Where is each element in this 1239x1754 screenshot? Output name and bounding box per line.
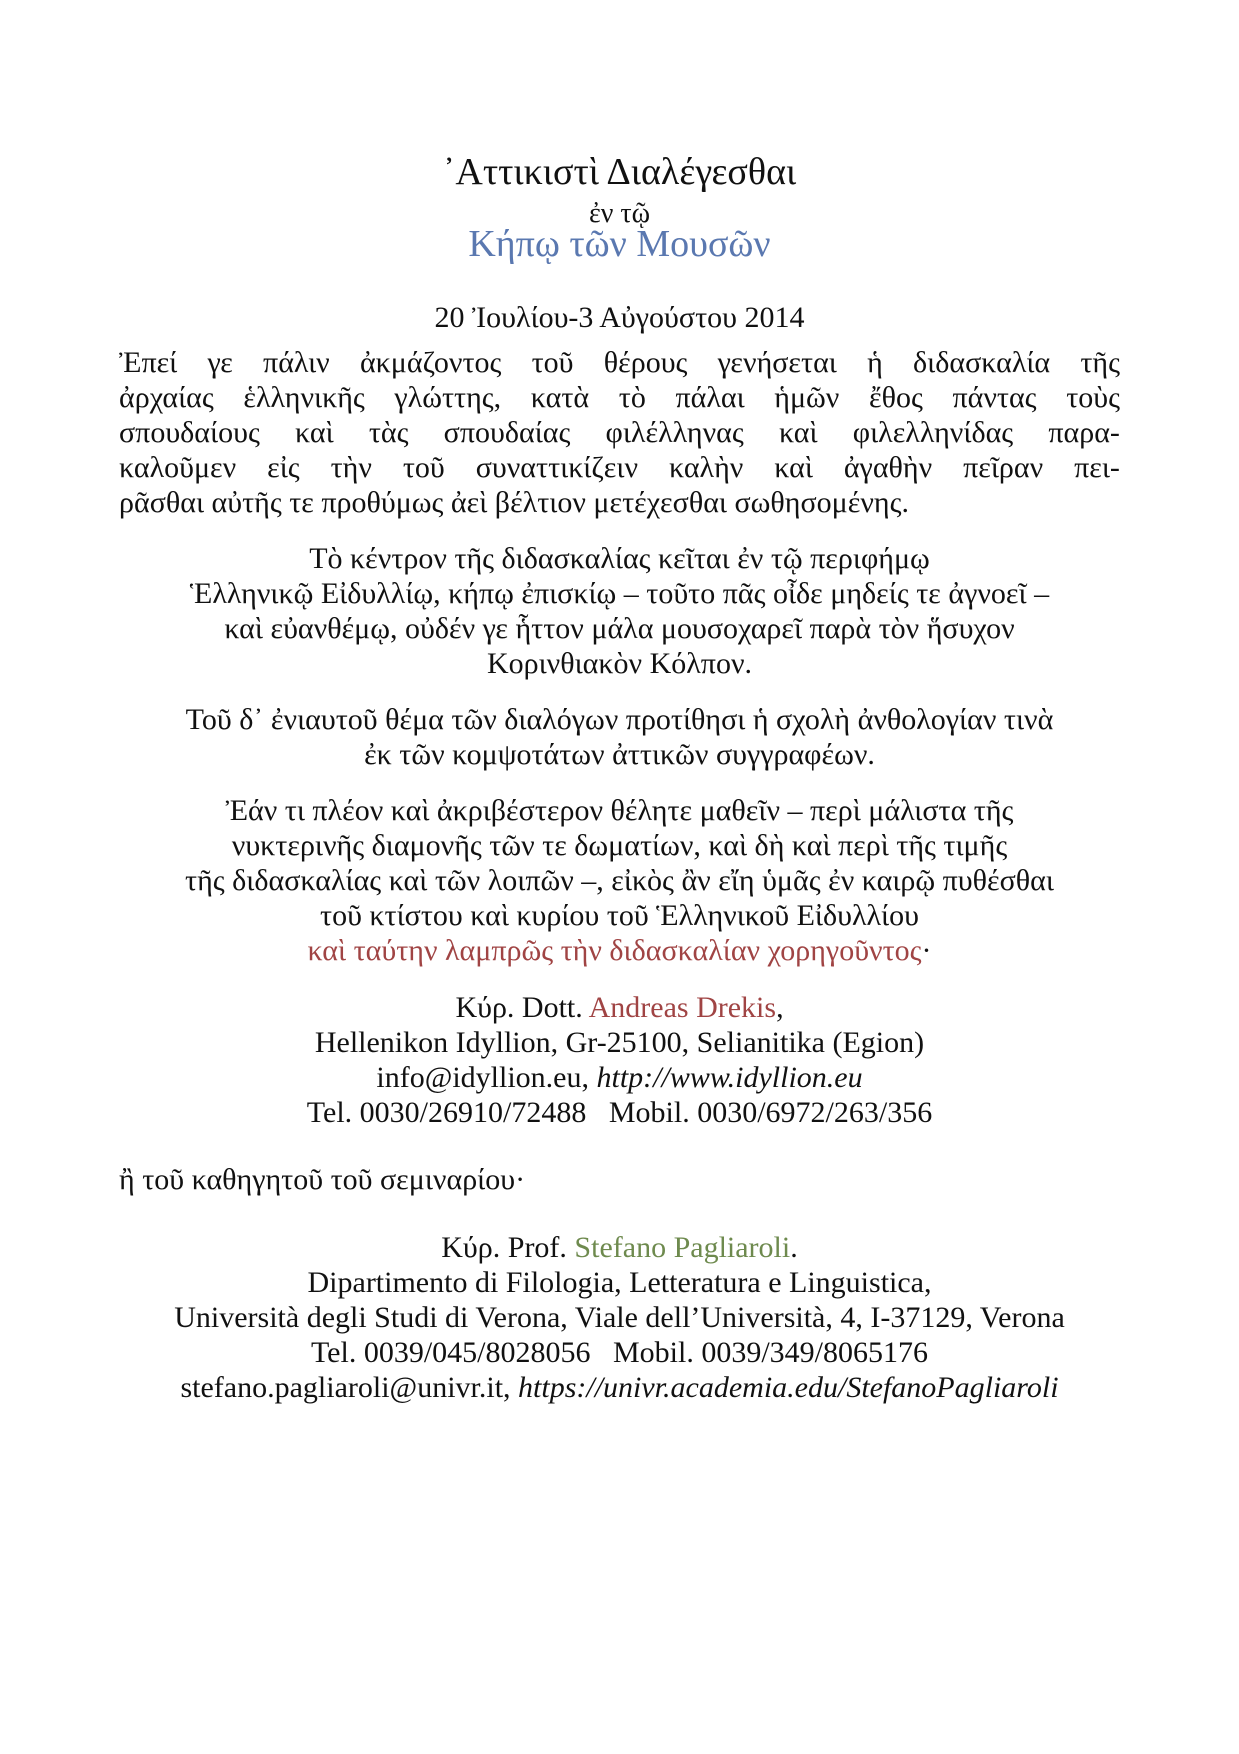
info-line: τῆς διδασκαλίας καὶ τῶν λοιπῶν –, εἰκὸς ἂν εἴη ὑμᾶς ἐν καιρῷ πυθέσθαι (185, 864, 1054, 897)
intro-word: καλοῦμεν (119, 451, 237, 484)
prof-phones: Tel. 0039/045/8028056 Mobil. 0039/349/8065176 (310, 1336, 929, 1369)
venue-name: Κήπῳ τῶν Μουσῶν (468, 223, 771, 265)
intro-word: καὶ (295, 416, 334, 449)
intro-word: γενήσεται (717, 346, 837, 379)
prof-name-line (0, 1230, 1239, 1266)
intro-word: εἰς (267, 451, 300, 484)
prof-web-line (0, 1370, 1239, 1406)
location-line: Κορινθιακὸν Κόλπον. (486, 647, 753, 680)
location-line: καὶ εὐανθέμῳ, οὐδέν γε ἧττον μάλα μουσοχαρεῖ παρὰ τὸν ἥσυχον (224, 612, 1015, 645)
intro-word: τοῦ (531, 346, 574, 379)
prof-department: Dipartimento di Filologia, Letteratura e Linguistica, (307, 1266, 932, 1299)
intro-word: συναττικίζειν (475, 451, 639, 484)
intro-word: ἔθος (869, 381, 923, 414)
host-website-link[interactable]: http://www.idyllion.eu (596, 1061, 863, 1094)
host-name: Andreas Drekis (588, 991, 777, 1024)
location-line: Ἑλληνικῷ Εἰδυλλίῳ, κήπῳ ἐπισκίῳ – τοῦτο πᾶς οἶδε μηδείς τε ἀγνοεῖ – (189, 577, 1050, 610)
intro-word: τοῦ (402, 451, 445, 484)
host-email[interactable]: info@idyllion.eu, (376, 1061, 597, 1094)
intro-line (119, 450, 1120, 486)
intro-word: τοὺς (1066, 381, 1120, 414)
intro-word: ἑλληνικῆς (243, 381, 365, 414)
sponsor-end: · (921, 934, 932, 967)
intro-word: ἀγαθὴν (843, 451, 933, 484)
intro-word: τὰς (368, 416, 409, 449)
theme-line: Τοῦ δ᾽ ἐνιαυτοῦ θέμα τῶν διαλόγων προτίθησι ἡ σχολὴ ἀνθολογίαν τινὰ (185, 703, 1054, 736)
theme-line: ἐκ τῶν κομψοτάτων ἀττικῶν συγγραφέων. (364, 738, 875, 771)
intro-word: πάλιν (263, 346, 330, 379)
intro-word: ρᾶσθαι αὐτῆς τε προθύμως ἀεὶ βέλτιον μετέχεσθαι σωθησομένης. (119, 486, 909, 519)
alternative-contact-line: ἢ τοῦ καθηγητοῦ τοῦ σεμιναρίου· (119, 1163, 526, 1196)
intro-line (119, 415, 1120, 451)
prof-email[interactable]: stefano.pagliaroli@univr.it, (180, 1371, 519, 1404)
event-dates: 20 Ἰουλίου-3 Αὐγούστου 2014 (434, 301, 805, 334)
intro-word: παρα- (1048, 416, 1120, 449)
prof-suffix: . (790, 1231, 798, 1264)
intro-word: πει- (1074, 451, 1120, 484)
intro-word: φιλέλληνας (605, 416, 744, 449)
prof-name: Stefano Pagliaroli (574, 1231, 791, 1264)
intro-word: πεῖραν (963, 451, 1044, 484)
intro-word: γε (207, 346, 233, 379)
intro-word: τὴν (330, 451, 372, 484)
intro-word: καὶ (774, 451, 813, 484)
sponsor-line (0, 933, 1239, 969)
prof-prefix: Κύρ. Prof. (441, 1231, 575, 1264)
prof-address: Università degli Studi di Verona, Viale dell’Università, 4, I-37129, Verona (174, 1301, 1065, 1334)
host-prefix: Κύρ. Dott. (455, 991, 589, 1024)
intro-line (119, 485, 909, 521)
location-line: Τὸ κέντρον τῆς διδασκαλίας κεῖται ἐν τῷ περιφήμῳ (309, 542, 930, 575)
intro-word: ἡ (867, 346, 883, 379)
intro-word: κατὰ (530, 381, 590, 414)
intro-word: τὸ (618, 381, 646, 414)
intro-word: ἀρχαίας (119, 381, 214, 414)
host-name-line (0, 990, 1239, 1026)
prof-website-link[interactable]: https://univr.academia.edu/StefanoPagliaroli (518, 1371, 1059, 1404)
sponsor-highlight: καὶ ταύτην λαμπρῶς τὴν διδασκαλίαν χορηγοῦντος (307, 934, 922, 967)
intro-word: σπουδαίους (119, 416, 260, 449)
intro-word: θέρους (603, 346, 688, 379)
host-suffix: , (776, 991, 784, 1024)
intro-word: ἀκμάζοντος (359, 346, 502, 379)
host-phones: Tel. 0030/26910/72488 Mobil. 0030/6972/263/356 (306, 1096, 933, 1129)
host-address: Hellenikon Idyllion, Gr-25100, Selianitika (Egion) (314, 1026, 925, 1059)
intro-word: καλὴν (668, 451, 744, 484)
page-title: ᾿Αττικιστὶ Διαλέγεσθαι (442, 151, 797, 193)
title-connector: ἐν τῷ (588, 198, 651, 229)
intro-word: πάντας (952, 381, 1037, 414)
intro-word: πάλαι (675, 381, 745, 414)
intro-word: Ἐπεί (119, 346, 178, 379)
intro-word: σπουδαίας (443, 416, 571, 449)
intro-line (119, 380, 1120, 416)
info-line: Ἐάν τι πλέον καὶ ἀκριβέστερον θέλητε μαθεῖν – περὶ μάλιστα τῆς (225, 794, 1014, 827)
intro-word: γλώττης, (394, 381, 502, 414)
intro-word: τῆς (1080, 346, 1120, 379)
intro-line (119, 345, 1120, 381)
intro-word: διδασκαλία (913, 346, 1051, 379)
intro-word: καὶ (778, 416, 818, 449)
info-line: τοῦ κτίστου καὶ κυρίου τοῦ Ἑλληνικοῦ Εἰδυλλίου (320, 899, 919, 932)
info-line: νυκτερινῆς διαμονῆς τῶν τε δωματίων, καὶ δὴ καὶ περὶ τῆς τιμῆς (231, 829, 1008, 862)
intro-word: φιλελληνίδας (852, 416, 1014, 449)
intro-word: ἡμῶν (774, 381, 840, 414)
host-web-line (0, 1060, 1239, 1096)
